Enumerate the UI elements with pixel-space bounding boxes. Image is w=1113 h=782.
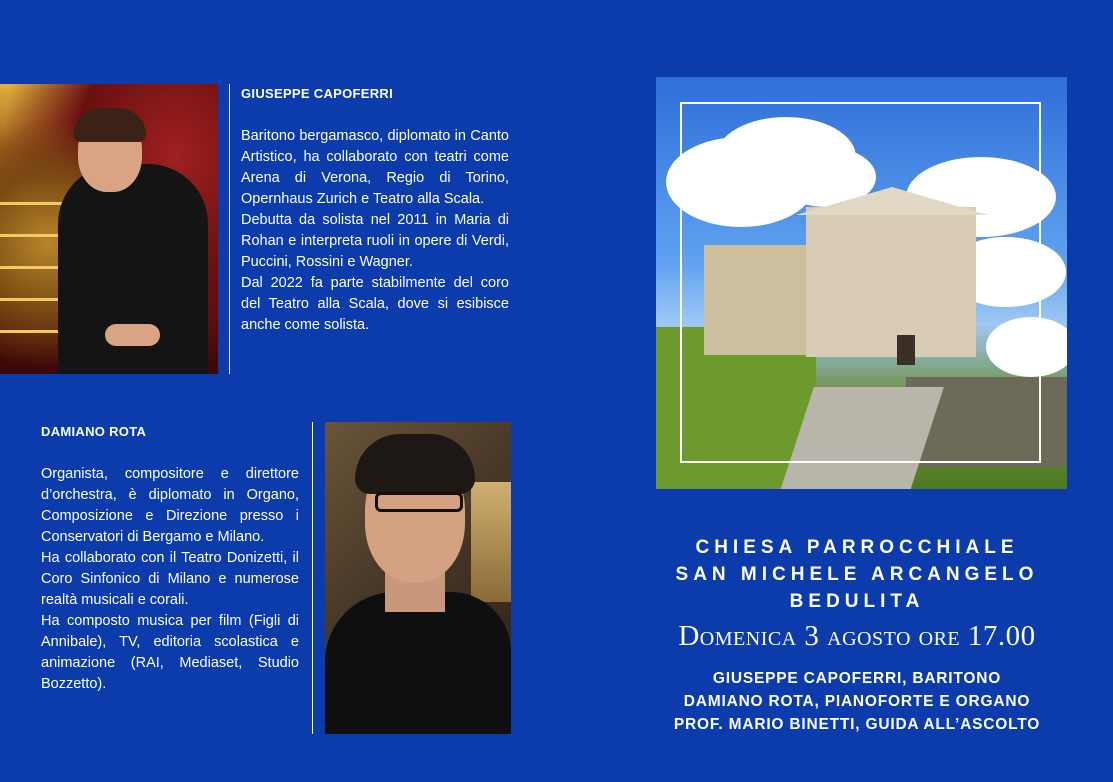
church-line: BEDULITA [789, 591, 925, 612]
church-line: SAN MICHELE ARCANGELO [675, 564, 1039, 585]
divider-rota [312, 422, 313, 734]
divider-capoferri [229, 84, 230, 374]
photo-frame [680, 102, 1041, 463]
rota-bio-paragraph: Ha collaborato con il Teatro Donizetti, il Coro Sinfonico di Milano e numerose realtà musicali e corali. [41, 550, 299, 608]
capoferri-name: GIUSEPPE CAPOFERRI [241, 86, 394, 101]
performer-line: DAMIANO ROTA, PIANOFORTE E ORGANO [683, 693, 1031, 710]
performer-line: GIUSEPPE CAPOFERRI, BARITONO [712, 670, 1002, 687]
rota-bio-paragraph: Ha composto musica per film (Figli di Annibale), TV, editoria scolastica e animazione (RAI, Mediaset, Studio Bozzetto). [41, 613, 299, 692]
capoferri-bio-paragraph: Baritono bergamasco, diplomato in Canto Artistico, ha collaborato con teatri come Arena di Verona, Regio di Torino, Opernhaus Zurich e Teatro alla Scala. [241, 128, 509, 207]
capoferri-bio-paragraph: Debutta da solista nel 2011 in Maria di Rohan e interpreta ruoli in opere di Verdi, Puccini, Rossini e Wagner. [241, 212, 509, 270]
capoferri-bio-paragraph: Dal 2022 fa parte stabilmente del coro del Teatro alla Scala, dove si esibisce anche come solista. [241, 275, 509, 333]
performers-list [645, 667, 1069, 736]
rota-bio [41, 464, 299, 695]
rota-name: DAMIANO ROTA [41, 424, 147, 439]
rota-bio-paragraph: Organista, compositore e direttore d’orchestra, è diplomato in Organo, Composizione e Direzione presso i Conservatori di Bergamo e Milano. [41, 466, 299, 545]
church-name [645, 534, 1069, 615]
church-line: CHIESA PARROCCHIALE [695, 537, 1019, 558]
rota-photo [325, 422, 511, 734]
performer-line: PROF. MARIO BINETTI, GUIDA ALL’ASCOLTO [673, 716, 1041, 733]
capoferri-photo [0, 84, 218, 374]
capoferri-bio [241, 126, 509, 336]
event-date: Domenica 3 agosto ore 17.00 [678, 620, 1036, 652]
